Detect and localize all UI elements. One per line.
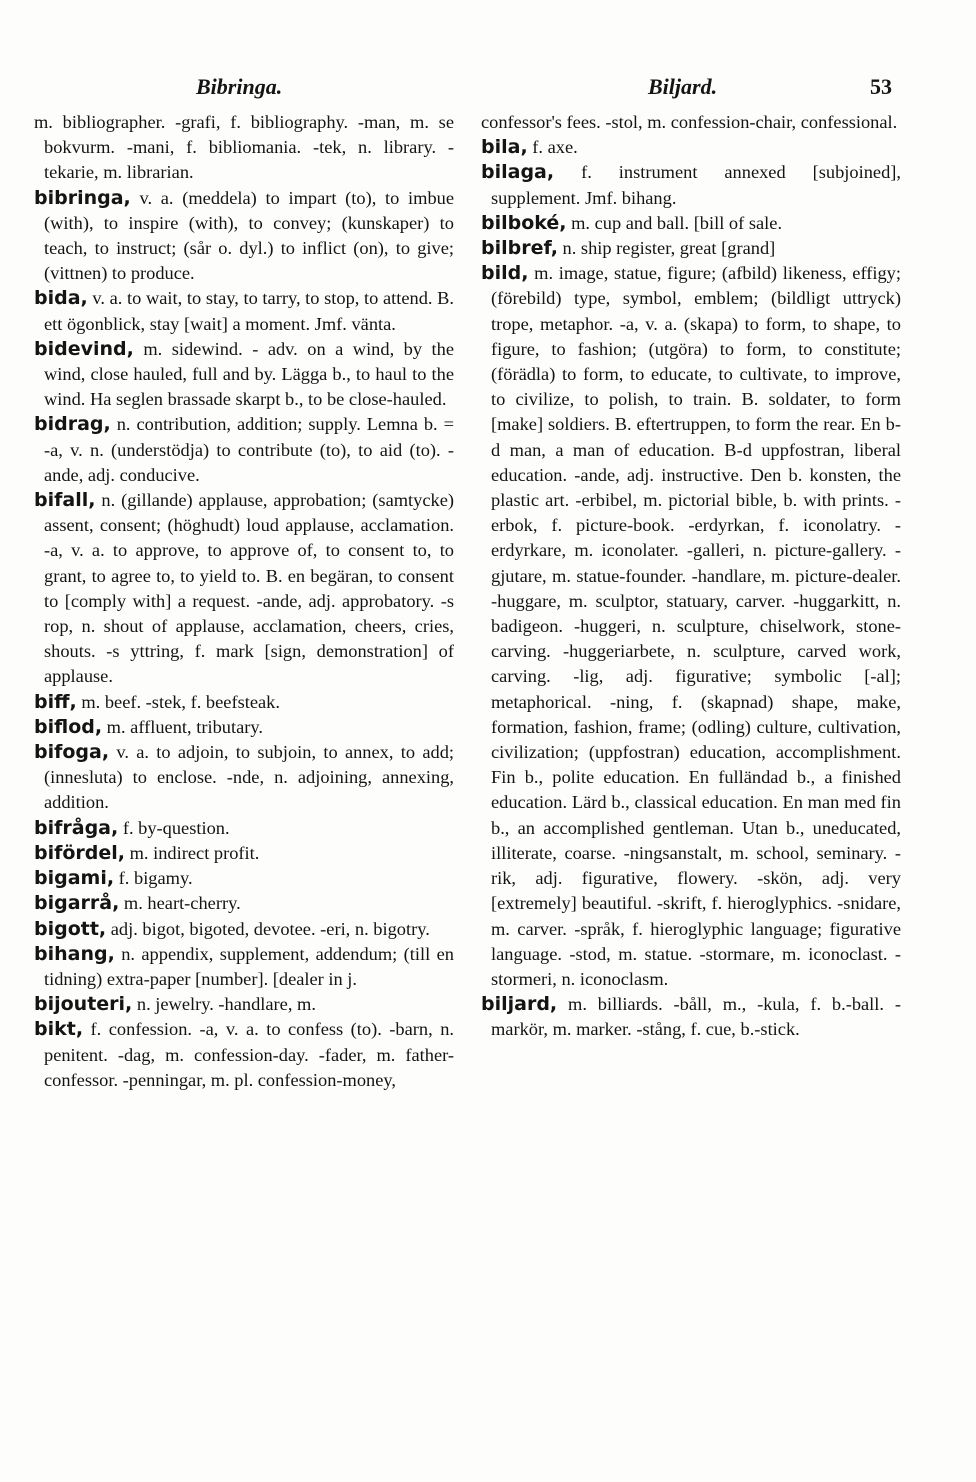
entry-bigarra: bigarrå, m. heart-cherry. — [34, 892, 241, 915]
entry-bibringa: bibringa, v. a. (meddela) to impart (to), to imbue (with), to inspire (with), to convey; (kunskaper) to teach, to instruct; (sår o. dyl.) to inflict (on), to give; (vittnen) to produce. — [34, 186, 454, 284]
left-column — [34, 110, 454, 1093]
right-column — [481, 110, 901, 1043]
entry-bifoga: bifoga, v. a. to adjoin, to subjoin, to annex, to add; (innesluta) to enclose. -nde, n. adjoining, annexing, addition. — [34, 741, 454, 813]
entry-bila: bila, f. axe. — [481, 136, 578, 159]
page-number: 53 — [870, 74, 892, 99]
entry-bigott: bigott, adj. bigot, bigoted, devotee. -eri, n. bigotry. — [34, 917, 430, 940]
entry-bibliographer-continued: m. bibliographer. -grafi, f. bibliography. -man, m. se bokvurm. -mani, f. bibliomania. -tek, n. library. -tekarie, m. librarian. — [34, 112, 454, 183]
entry-bifordel: bifördel, m. indirect profit. — [34, 841, 260, 864]
entry-bilaga: bilaga, f. instrument annexed [subjoined], supplement. Jmf. bihang. — [481, 161, 901, 208]
entry-biff: biff, m. beef. -stek, f. beefsteak. — [34, 690, 280, 713]
entry-bidrag: bidrag, n. contribution, addition; supply. Lemna b. = -a, v. n. (understödja) to contribute (to), to aid (to). -ande, adj. conducive. — [34, 413, 454, 485]
right-guide-word: Biljard. — [648, 74, 718, 99]
entry-bifall: bifall, n. (gillande) applause, approbation; (samtycke) assent, consent; (höghudt) loud applause, acclamation. -a, v. a. to approve, to approve of, to consent to, to grant, to agree to, to yield to. B. en begäran, to consent to [comply with] a request. -ande, adj. approbatory. -s rop, n. shout of applause, acclamation, cheers, cries, shouts. -s yttring, f. mark [sign, demonstration] of applause. — [34, 489, 454, 687]
entry-bijouteri: bijouteri, n. jewelry. -handlare, m. — [34, 993, 316, 1016]
entry-bihang: bihang, n. appendix, supplement, addendum; (till en tidning) extra-paper [number]. [dealer in j. — [34, 942, 454, 989]
left-guide-word: Bibringa. — [196, 74, 283, 99]
entry-confessors-fees-continued: confessor's fees. -stol, m. confession-chair, confessional. — [481, 112, 898, 132]
entry-bigami: bigami, f. bigamy. — [34, 867, 193, 890]
entry-bikt: bikt, f. confession. -a, v. a. to confess (to). -barn, n. penitent. -dag, m. confession-day. -fader, m. father-confessor. -penningar, m. pl. confession-money, — [34, 1018, 454, 1090]
running-header — [0, 74, 976, 104]
entry-bida: bida, v. a. to wait, to stay, to tarry, to stop, to attend. B. ett ögonblick, stay [wait] a moment. Jmf. vänta. — [34, 287, 454, 334]
entry-biflod: biflod, m. affluent, tributary. — [34, 715, 263, 738]
entry-bilbref: bilbref, n. ship register, great [grand] — [481, 237, 776, 260]
entry-bifraga: bifråga, f. by-question. — [34, 816, 230, 839]
entry-bilboke: bilboké, m. cup and ball. [bill of sale. — [481, 211, 783, 234]
entry-bidevind: bidevind, m. sidewind. - adv. on a wind, by the wind, close hauled, full and by. Lägga b., to haul to the wind. Ha seglen brassade skarpt b., to be close-hauled. — [34, 337, 454, 410]
entry-bild: bild, m. image, statue, figure; (afbild) likeness, effigy; (förebild) type, symbol, emblem; (bildligt uttryck) trope, metaphor. -a, v. a. (skapa) to form, to shape, to figure, to fashion; (utgöra) to form, to constitute; (förädla) to form, to educate, to cultivate, to improve, to civilize, to polish, to train. B. soldater, to form [make] soldiers. B. eftertruppen, to form the rear. En b-d man, a man of education. B-d uppfostran, liberal education. -ande, adj. instructive. Den b. konsten, the plastic art. -erbibel, m. pictorial bible, b. with prints. -erbok, f. picture-book. -erdyrkan, f. iconolatry. -erdyrkare, m. iconolater. -galleri, n. picture-gallery. -gjutare, m. statue-founder. -handlare, m. picture-dealer. -huggare, m. sculptor, statuary, carver. -huggarkitt, n. badigeon. -huggeri, n. sculpture, chiselwork, stone-carving. -huggeriarbete, n. sculpture, carved work, carving. -lig, adj. figurative; symbolic [-al]; metaphorical. -ning, f. (skapnad) shape, make, formation, fashion, frame; (odling) culture, cultivation, civilization; (uppfostran) education, accomplishment. Fin b., polite education. En fulländad b., a finished education. Lärd b., classical education. En man med fin b., an accomplished gentleman. Utan b., uneducated, illiterate, coarse. -ningsanstalt, m. school, seminary. -rik, adj. figurative, flowery. -skön, adj. very [extremely] beautiful. -skrift, f. hieroglyphics. -snidare, m. carver. -språk, f. hieroglyphic language; figurative language. -stod, m. statue. -stormare, m. iconoclast. -stormeri, n. iconoclasm. — [481, 262, 901, 989]
entry-biljard: biljard, m. billiards. -båll, m., -kula, f. b.-ball. -markör, m. marker. -stång, f. cue, b.-stick. — [481, 993, 901, 1040]
